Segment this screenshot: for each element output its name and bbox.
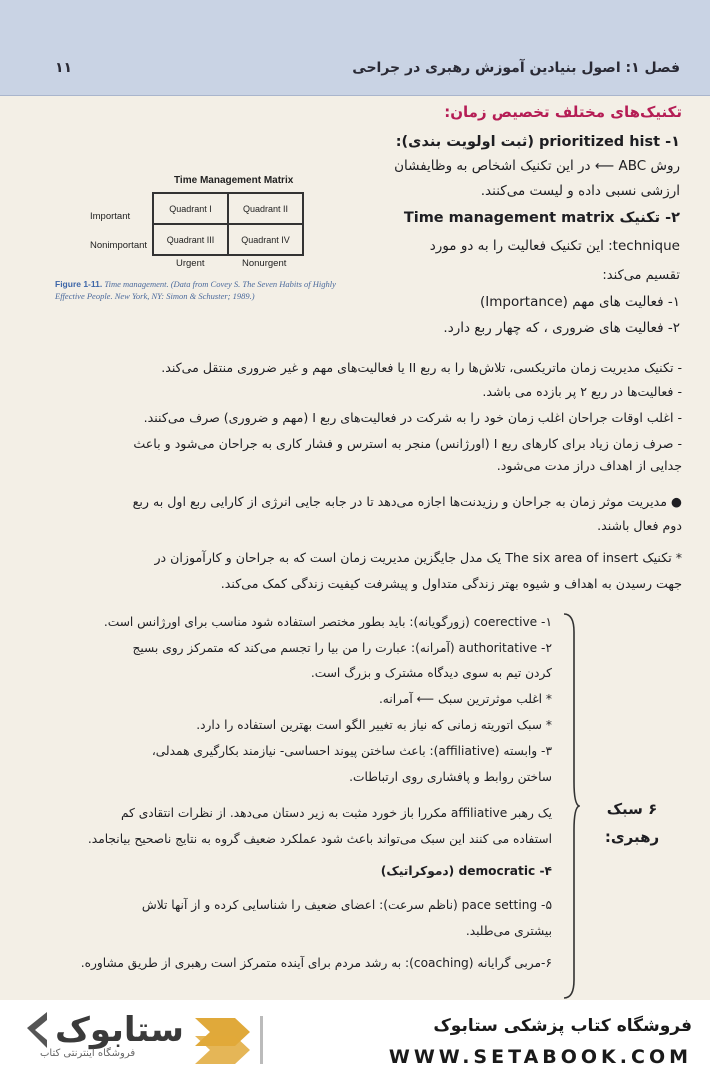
style-line: استفاده می کنند این سبک می‌تواند باعث شود عملکرد ضعیف گروه به نتایج ناصحیح بیانجامد. bbox=[87, 832, 552, 846]
chapter-title: فصل ۱: اصول بنیادین آموزش رهبری در جراحی bbox=[352, 60, 680, 76]
body-line: ۱- prioritized hist (ثبت اولویت بندی): bbox=[395, 134, 680, 150]
figure-caption bbox=[55, 278, 350, 302]
footer-url[interactable]: WWW.SETABOOK.COM bbox=[388, 1046, 692, 1068]
body-line: دوم فعال باشند. bbox=[597, 518, 682, 533]
body-line: ۲- تکنیک Time management matrix bbox=[403, 210, 680, 226]
footer-shop-name: فروشگاه کتاب پزشکی ستابوک bbox=[433, 1016, 692, 1036]
quadrant-i: Quadrant I bbox=[153, 193, 228, 224]
body-line: روش ABC ⟵ در این تکنیک اشخاص به وظایفشان bbox=[394, 158, 680, 174]
logo-subtitle: فروشگاه اینترنتی کتاب bbox=[40, 1048, 136, 1059]
style-line: ۱- coerective (زورگویانه): باید بطور مختصر استفاده شود مناسب برای اورژانس است. bbox=[103, 615, 552, 629]
section-title: تکنیک‌های مختلف تخصیص زمان: bbox=[444, 103, 682, 121]
body-line: جدایی از اهداف دراز مدت می‌شود. bbox=[496, 458, 682, 473]
header-band bbox=[0, 0, 710, 96]
col-label-nonurgent: Nonurgent bbox=[242, 258, 287, 269]
leadership-styles-label bbox=[592, 795, 672, 851]
curly-brace-icon bbox=[560, 612, 580, 1000]
style-line: ۴- democratic (دموکراتیک) bbox=[380, 864, 552, 878]
body-line: ۱- فعالیت های مهم (Importance) bbox=[480, 294, 680, 310]
body-line: - صرف زمان زیاد برای کارهای ربع I (اورژانس) منجر به استرس و فشار کاری به جراحان می‌شود و باعث bbox=[133, 436, 682, 451]
style-line: ساختن روابط و پافشاری روی ارتباطات. bbox=[349, 770, 552, 784]
caption-text: Time management. (Data from Covey S. The Seven Habits of Highly Effective People. New York, NY: Simon & Schuster; 1989.) bbox=[55, 279, 336, 301]
page-number: ۱۱ bbox=[55, 60, 73, 76]
body-line: ● مدیریت موثر زمان به جراحان و رزیدنت‌ها اجازه می‌دهد تا در جابه جایی انرژی از کارایی ربع اول به ربع bbox=[132, 494, 682, 509]
styles-label-line2: رهبری: bbox=[604, 828, 660, 846]
body-line: تقسیم می‌کند: bbox=[602, 268, 680, 283]
body-line: - اغلب اوقات جراحان اغلب زمان خود را به شرکت در فعالیت‌های ربع I (مهم و ضروری) صرف می‌کنند. bbox=[143, 410, 682, 425]
row-label-nonimportant: Nonimportant bbox=[90, 240, 148, 251]
style-line: ۶-مربی گرایانه (coaching): به رشد مردم برای آینده متمرکز است رهبری از طریق مشاوره. bbox=[80, 956, 552, 970]
style-line: ۲- authoritative (آمرانه): عبارت را من بیا را تجسم می‌کند که متمرکز روی بسیج bbox=[132, 641, 552, 655]
body-line: ۲- فعالیت های ضروری ، که چهار ربع دارد. bbox=[443, 320, 680, 336]
body-line: جهت رسیدن به اهداف و شیوه بهتر زندگی متداول و پیشرفت کیفیت زندگی کمک می‌کند. bbox=[220, 576, 682, 591]
style-line: ۵- pace setting (ناظم سرعت): اعضای ضعیف را شناسایی کرده و از آنها تلاش bbox=[141, 898, 552, 912]
body-line: * تکنیک The six area of insert یک مدل جایگزین مدیریت زمان است که به جراحان و کارآموزان در bbox=[154, 550, 682, 565]
styles-label-line1: ۶ سبک bbox=[606, 800, 658, 818]
col-label-urgent: Urgent bbox=[176, 258, 205, 269]
style-line: * سبک اتوریته زمانی که نیاز به تغییر الگو است بهترین استفاده را دارد. bbox=[196, 718, 552, 732]
body-line: - فعالیت‌ها در ربع ۲ پر بازده می باشد. bbox=[482, 384, 682, 399]
logo-text: ستابوک bbox=[55, 1010, 184, 1050]
body-line: technique: این تکنیک فعالیت را به دو مورد bbox=[429, 238, 680, 254]
matrix-grid bbox=[152, 192, 304, 256]
quadrant-iv: Quadrant IV bbox=[228, 224, 303, 255]
style-line: * اغلب موثرترین سبک ⟵ آمرانه. bbox=[378, 692, 552, 706]
style-line: یک رهبر affiliative مکررا باز خورد مثبت به زیر دستان می‌دهد. از نظرات انتقادی کم bbox=[120, 806, 552, 820]
style-line: ۳- وابسته (affiliative): باعث ساختن پیوند احساسی- نیازمند بکارگیری همدلی، bbox=[151, 744, 552, 758]
style-line: کردن تیم به سوی دیدگاه مشترک و بزرگ است. bbox=[310, 666, 552, 680]
row-label-important: Important bbox=[90, 211, 131, 222]
quadrant-iii: Quadrant III bbox=[153, 224, 228, 255]
body-line: ارزشی نسبی داده و لیست می‌کنند. bbox=[480, 183, 680, 199]
style-line: بیشتری می‌طلبد. bbox=[465, 924, 552, 938]
matrix-title: Time Management Matrix bbox=[174, 175, 294, 186]
caption-label: Figure 1-11. bbox=[55, 279, 103, 289]
quadrant-ii: Quadrant II bbox=[228, 193, 303, 224]
body-line: - تکنیک مدیریت زمان ماتریکسی، تلاش‌ها را به ربع II یا فعالیت‌های مهم و غیر ضروری منتقل می‌کند. bbox=[161, 360, 682, 375]
time-management-figure bbox=[52, 172, 352, 322]
